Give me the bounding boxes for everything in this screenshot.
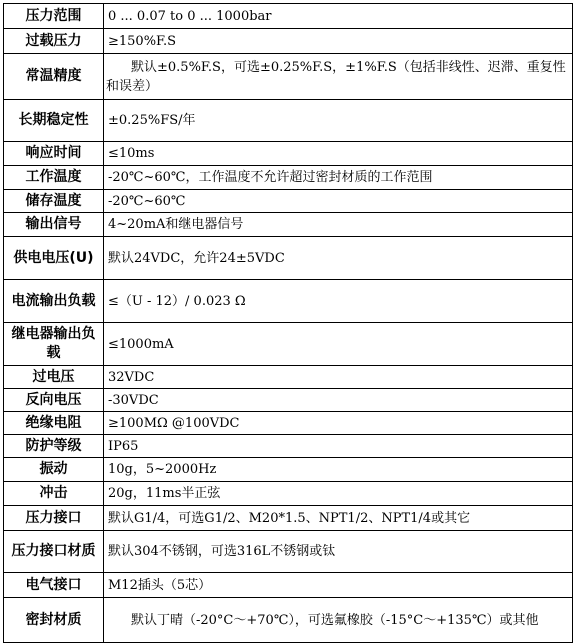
spec-value: ≥100MΩ @100VDC	[104, 412, 573, 435]
spec-label: 输出信号	[4, 213, 104, 237]
spec-value: ≤10ms	[104, 142, 573, 166]
spec-label: 密封材质	[4, 598, 104, 643]
spec-row-connection-material	[4, 531, 573, 573]
spec-value: 4~20mA和继电器信号	[104, 213, 573, 237]
spec-label: 常温精度	[4, 54, 104, 100]
spec-value: 默认G1/4，可选G1/2、M20*1.5、NPT1/2、NPT1/4或其它	[104, 506, 573, 531]
spec-value: M12插头（5芯）	[104, 573, 573, 598]
spec-value: 默认24VDC，允许24±5VDC	[104, 237, 573, 280]
spec-value: 32VDC	[104, 366, 573, 389]
spec-table	[3, 3, 573, 643]
spec-row-reverse-voltage	[4, 389, 573, 412]
spec-label: 继电器输出负载	[4, 323, 104, 366]
spec-label: 电气接口	[4, 573, 104, 598]
spec-row-protection-class	[4, 435, 573, 458]
spec-value: -30VDC	[104, 389, 573, 412]
spec-row-seal-material	[4, 598, 573, 643]
spec-row-vibration	[4, 458, 573, 482]
spec-label: 过电压	[4, 366, 104, 389]
spec-value: ±0.25%FS/年	[104, 100, 573, 142]
spec-label: 绝缘电阻	[4, 412, 104, 435]
spec-row-operating-temperature	[4, 166, 573, 190]
spec-row-response-time	[4, 142, 573, 166]
spec-row-current-output-load	[4, 280, 573, 323]
spec-row-supply-voltage	[4, 237, 573, 280]
spec-value: 默认丁晴（-20°C～+70℃），可选氟橡胶（-15°C～+135℃）或其他	[104, 598, 573, 643]
spec-value: -20℃~60℃	[104, 190, 573, 213]
spec-row-relay-output-load	[4, 323, 573, 366]
spec-row-overload-pressure	[4, 29, 573, 54]
spec-value: 默认±0.5%F.S，可选±0.25%F.S，±1%F.S（包括非线性、迟滞、重复性和误差）	[104, 54, 573, 100]
spec-value: ≤1000mA	[104, 323, 573, 366]
spec-label: 防护等级	[4, 435, 104, 458]
spec-label: 压力范围	[4, 4, 104, 29]
spec-label: 工作温度	[4, 166, 104, 190]
spec-row-pressure-range	[4, 4, 573, 29]
spec-label: 反向电压	[4, 389, 104, 412]
spec-row-accuracy	[4, 54, 573, 100]
spec-value: 20g，11ms半正弦	[104, 482, 573, 506]
spec-row-long-term-stability	[4, 100, 573, 142]
spec-label: 冲击	[4, 482, 104, 506]
spec-row-storage-temperature	[4, 190, 573, 213]
spec-label: 压力接口材质	[4, 531, 104, 573]
spec-value: -20℃~60℃，工作温度不允许超过密封材质的工作范围	[104, 166, 573, 190]
spec-value: 10g，5~2000Hz	[104, 458, 573, 482]
spec-row-output-signal	[4, 213, 573, 237]
spec-value: 默认304不锈钢，可选316L不锈钢或钛	[104, 531, 573, 573]
spec-row-electrical-connection	[4, 573, 573, 598]
spec-row-shock	[4, 482, 573, 506]
spec-label: 供电电压(U)	[4, 237, 104, 280]
spec-label: 储存温度	[4, 190, 104, 213]
spec-label: 长期稳定性	[4, 100, 104, 142]
spec-row-overvoltage	[4, 366, 573, 389]
spec-value: ≤（U - 12）/ 0.023 Ω	[104, 280, 573, 323]
spec-label: 过载压力	[4, 29, 104, 54]
spec-value: ≥150%F.S	[104, 29, 573, 54]
spec-label: 电流输出负载	[4, 280, 104, 323]
spec-value: IP65	[104, 435, 573, 458]
spec-value: 0 ... 0.07 to 0 ... 1000bar	[104, 4, 573, 29]
spec-label: 响应时间	[4, 142, 104, 166]
spec-row-insulation-resistance	[4, 412, 573, 435]
spec-label: 振动	[4, 458, 104, 482]
spec-row-pressure-connection	[4, 506, 573, 531]
spec-label: 压力接口	[4, 506, 104, 531]
